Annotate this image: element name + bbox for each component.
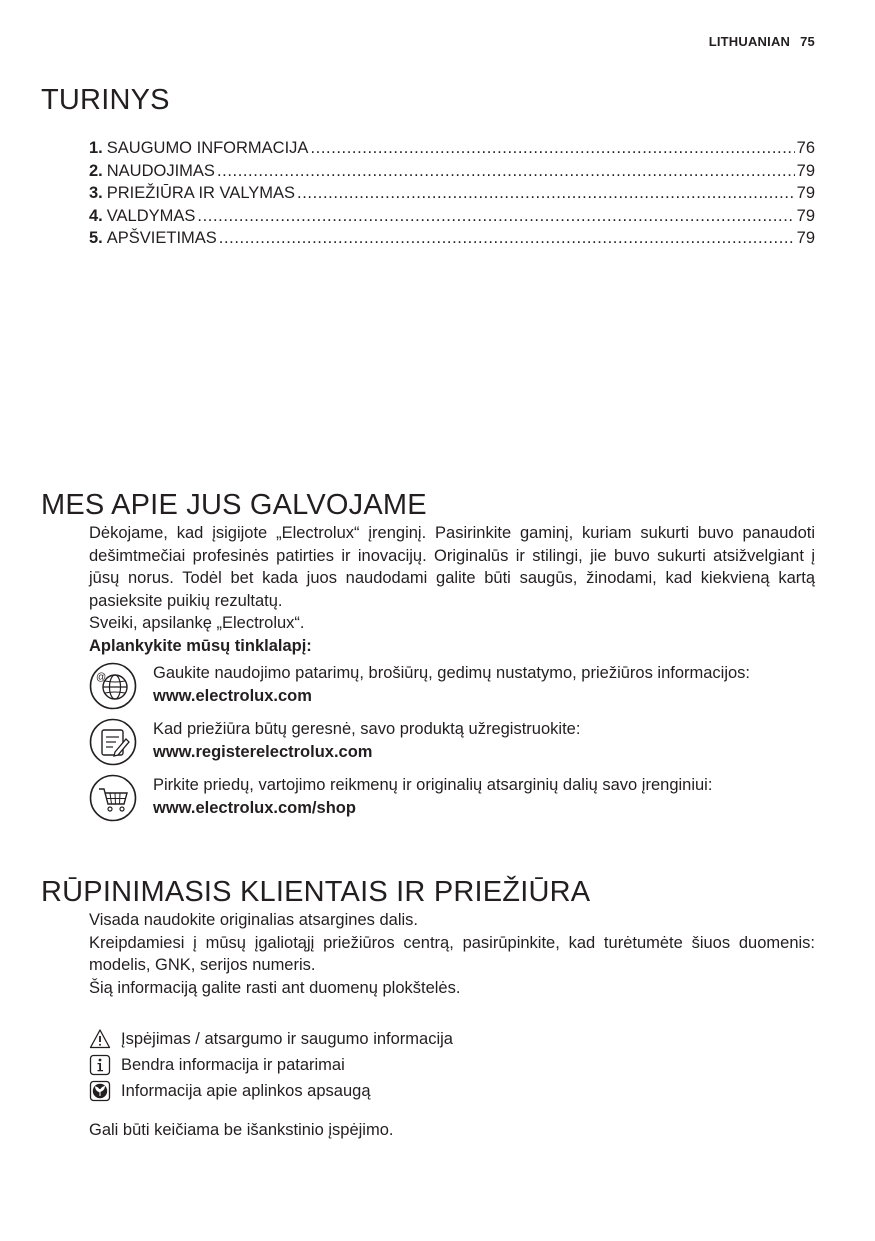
- web-item-shop: [89, 774, 815, 826]
- care-line-2: Kreipdamiesi į mūsų įgaliotąjį priežiūros centrą, pasirūpinkite, kad turėtumėte šiuos duomenis: modelis, GNK, serijos numeris.: [89, 933, 815, 974]
- table-of-contents: [89, 137, 815, 250]
- toc-item[interactable]: [89, 137, 815, 160]
- visit-label: Aplankykite mūsų tinklalapį:: [89, 636, 312, 655]
- web-item-text: Kad priežiūra būtų geresnė, savo produktą užregistruokite:: [153, 720, 581, 738]
- warning-icon: [89, 1028, 111, 1050]
- toc-item-number: 3.: [89, 184, 103, 202]
- toc-leader-dots: [217, 160, 795, 183]
- toc-item[interactable]: [89, 160, 815, 183]
- globe-icon: [89, 662, 137, 710]
- legend-item: [89, 1026, 453, 1052]
- toc-item-label: APŠVIETIMAS: [106, 229, 217, 247]
- toc-item-label: PRIEŽIŪRA IR VALYMAS: [106, 184, 296, 202]
- toc-title: TURINYS: [41, 84, 170, 116]
- web-item-register: [89, 718, 815, 770]
- web-item-link[interactable]: www.registerelectrolux.com: [153, 742, 373, 761]
- toc-item-page: 79: [796, 184, 815, 202]
- page-header: [709, 34, 815, 49]
- toc-item-page: 79: [796, 161, 815, 180]
- symbol-legend: [89, 1026, 453, 1104]
- toc-leader-dots: [310, 137, 794, 160]
- info-icon: [89, 1054, 111, 1076]
- care-line-1: Visada naudokite originalias atsargines dalis.: [89, 911, 418, 929]
- legend-text: Įspėjimas / atsargumo ir saugumo informacija: [121, 1030, 453, 1048]
- toc-item-number: 5.: [89, 229, 103, 247]
- header-language: LITHUANIAN: [708, 34, 791, 49]
- toc-item-label: VALDYMAS: [106, 206, 196, 225]
- toc-item[interactable]: [89, 227, 815, 250]
- cart-icon: [89, 774, 137, 822]
- web-item-text: Gaukite naudojimo patarimų, brošiūrų, gedimų nustatymo, priežiūros informacijos:: [153, 664, 751, 682]
- toc-item[interactable]: [89, 182, 815, 205]
- about-intro: Dėkojame, kad įsigijote „Electrolux“ įrenginį. Pasirinkite gaminį, kuriam sukurti buvo panaudoti dešimtmečiai profesinės patirties ir inovacijų. Originalūs ir stilingi, jie buvo sukurti atsižvelgiant į jūsų norus. Todėl bet kada juos naudodami galite būti saugūs, žinodami, kad kiekvieną kartą pasieksite puikių rezultatų.: [89, 524, 815, 610]
- toc-item-label: NAUDOJIMAS: [106, 161, 215, 180]
- care-line-3: Šią informaciją galite rasti ant duomenų plokštelės.: [89, 978, 461, 997]
- legend-text: Informacija apie aplinkos apsaugą: [121, 1082, 371, 1100]
- toc-leader-dots: [197, 205, 794, 228]
- care-text: [89, 909, 815, 999]
- legend-item: [89, 1052, 453, 1078]
- toc-leader-dots: [297, 182, 795, 205]
- toc-item-number: 2.: [89, 161, 103, 180]
- web-item-text: Pirkite priedų, vartojimo reikmenų ir originalių atsarginių dalių savo įrenginiui:: [153, 776, 713, 794]
- change-notice: [89, 1119, 815, 1142]
- page-number: 75: [800, 34, 815, 49]
- toc-item-page: 79: [796, 229, 815, 247]
- toc-item-page: 76: [796, 139, 815, 157]
- web-item-support: [89, 662, 815, 714]
- toc-item-label: SAUGUMO INFORMACIJA: [106, 139, 309, 157]
- about-text: [89, 522, 815, 657]
- about-title: MES APIE JUS GALVOJAME: [41, 489, 427, 521]
- web-item-link[interactable]: www.electrolux.com: [153, 686, 312, 705]
- toc-item-page: 79: [796, 206, 815, 225]
- environment-icon: [89, 1080, 111, 1102]
- legend-text: Bendra informacija ir patarimai: [121, 1056, 345, 1074]
- care-title: RŪPINIMASIS KLIENTAIS IR PRIEŽIŪRA: [41, 876, 591, 908]
- svg-text:@: @: [96, 672, 107, 683]
- toc-item-number: 1.: [89, 139, 103, 157]
- register-icon: [89, 718, 137, 766]
- legend-item: [89, 1078, 453, 1104]
- toc-item-number: 4.: [89, 206, 103, 225]
- toc-leader-dots: [219, 227, 795, 250]
- web-item-link[interactable]: www.electrolux.com/shop: [153, 798, 356, 817]
- change-notice-text: Gali būti keičiama be išankstinio įspėjimo.: [89, 1121, 394, 1139]
- toc-item[interactable]: [89, 205, 815, 228]
- about-welcome: Sveiki, apsilankę „Electrolux“.: [89, 614, 305, 632]
